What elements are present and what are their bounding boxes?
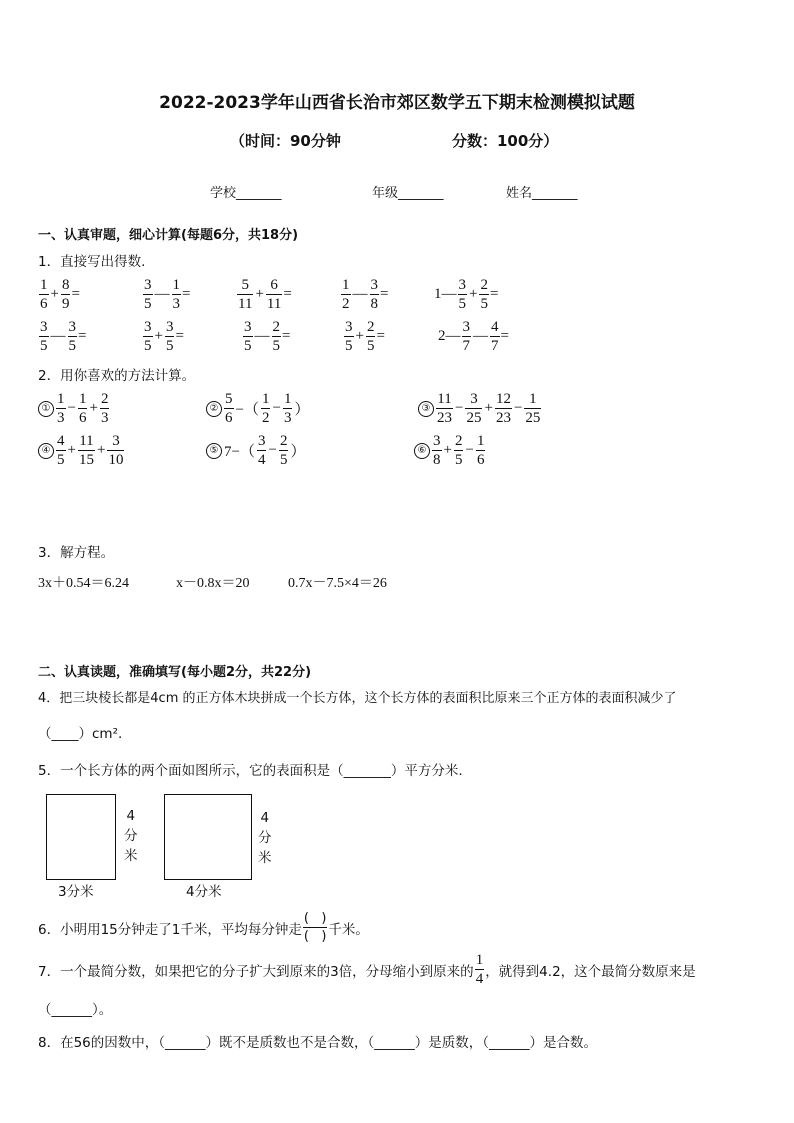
q1-item-1: $\frac{1}{6}$ + $\frac{8}{9}$ = — [40, 277, 80, 312]
q1-item-6: $\frac{3}{5}$ — $\frac{3}{5}$ = — [40, 319, 87, 354]
equation-1: 3x＋0.54＝6.24 — [38, 576, 129, 591]
fig2-side-label: 4 分 米 — [258, 810, 272, 866]
q1-item-7: $\frac{3}{5}$ + $\frac{3}{5}$ = — [144, 319, 184, 354]
q2-item-5: ⑤ 7−（ $\frac{3}{4}$ − $\frac{2}{5}$ ） — [206, 432, 306, 469]
face-rectangle-1 — [46, 794, 116, 880]
question-5: 5．一个长方体的两个面如图所示，它的表面积是（_______）平方分米. — [38, 763, 463, 779]
q2-item-6: ⑥ $\frac{3}{8}$ + $\frac{2}{5}$ − $\frac{1}{6}$ — [414, 432, 486, 469]
question-1: 1．直接写出得数. — [38, 254, 146, 270]
q2-item-1: ① $\frac{1}{3}$ − $\frac{1}{6}$ + $\frac{2}{3}$ — [38, 390, 110, 427]
q1-item-3: $\frac{5}{11}$ + $\frac{6}{11}$ = — [238, 277, 292, 312]
name-field: 姓名_______ — [506, 186, 578, 201]
q1-item-4: $\frac{1}{2}$ — $\frac{3}{8}$ = — [342, 277, 389, 312]
question-2: 2．用你喜欢的方法计算。 — [38, 368, 196, 384]
grade-field: 年级_______ — [372, 186, 444, 201]
q2-item-2: ② $\frac{5}{6}$ −（ $\frac{1}{2}$ − $\frac{1}{3}$ ） — [206, 390, 310, 427]
q2-item-4: ④ $\frac{4}{5}$ + $\frac{11}{15}$ + $\frac{3}{10}$ — [38, 432, 125, 469]
equation-2: x－0.8x＝20 — [176, 576, 250, 591]
question-4-answer: （____）cm². — [38, 726, 123, 742]
fig2-bottom-label: 4分米 — [186, 884, 222, 900]
question-8: 8．在56的因数中，（______）既不是质数也不是合数，（______）是质数，（______）是合数。 — [38, 1035, 598, 1051]
question-4: 4．把三块棱长都是4cm 的正方体木块拼成一个长方体，这个长方体的表面积比原来三个正方体的表面积减少了 — [38, 691, 677, 706]
question-7-answer: （______）。 — [38, 1002, 113, 1018]
question-7: 7．一个最简分数，如果把它的分子扩大到原来的3倍，分母缩小到原来的 $\frac{1}{4}$ ，就得到4.2，这个最简分数原来是 — [38, 952, 696, 987]
page-title: 2022-2023学年山西省长治市郊区数学五下期末检测模拟试题 — [159, 93, 635, 113]
q1-item-9: $\frac{3}{5}$ + $\frac{2}{5}$ = — [345, 319, 385, 354]
q1-item-10: 2— $\frac{3}{7}$ — $\frac{4}{7}$ = — [438, 319, 509, 354]
q2-item-3: ③ $\frac{11}{23}$ − $\frac{3}{25}$ + $\frac{12}{23}$ − $\frac{1}{25}$ — [418, 390, 542, 427]
q1-item-5: 1— $\frac{3}{5}$ + $\frac{2}{5}$ = — [434, 277, 499, 312]
section-1-heading: 一、认真审题，细心计算(每题6分，共18分) — [38, 228, 299, 243]
time-info: （时间：90分钟 — [230, 132, 341, 150]
section-2-heading: 二、认真读题，准确填写(每小题2分，共22分) — [38, 665, 312, 680]
score-info: 分数：100分） — [452, 132, 559, 150]
fig1-side-label: 4 分 米 — [124, 808, 138, 864]
q1-item-8: $\frac{3}{5}$ — $\frac{2}{5}$ = — [244, 319, 291, 354]
equation-3: 0.7x－7.5×4＝26 — [288, 576, 387, 591]
question-3: 3．解方程。 — [38, 545, 115, 561]
school-field: 学校_______ — [210, 186, 282, 201]
q1-item-2: $\frac{3}{5}$ — $\frac{1}{3}$ = — [144, 277, 191, 312]
question-6: 6．小明用15分钟走了1千米，平均每分钟走 $\frac{( )}{( )}$ 千米。 — [38, 911, 369, 944]
face-rectangle-2 — [164, 794, 252, 880]
fig1-bottom-label: 3分米 — [58, 884, 94, 900]
